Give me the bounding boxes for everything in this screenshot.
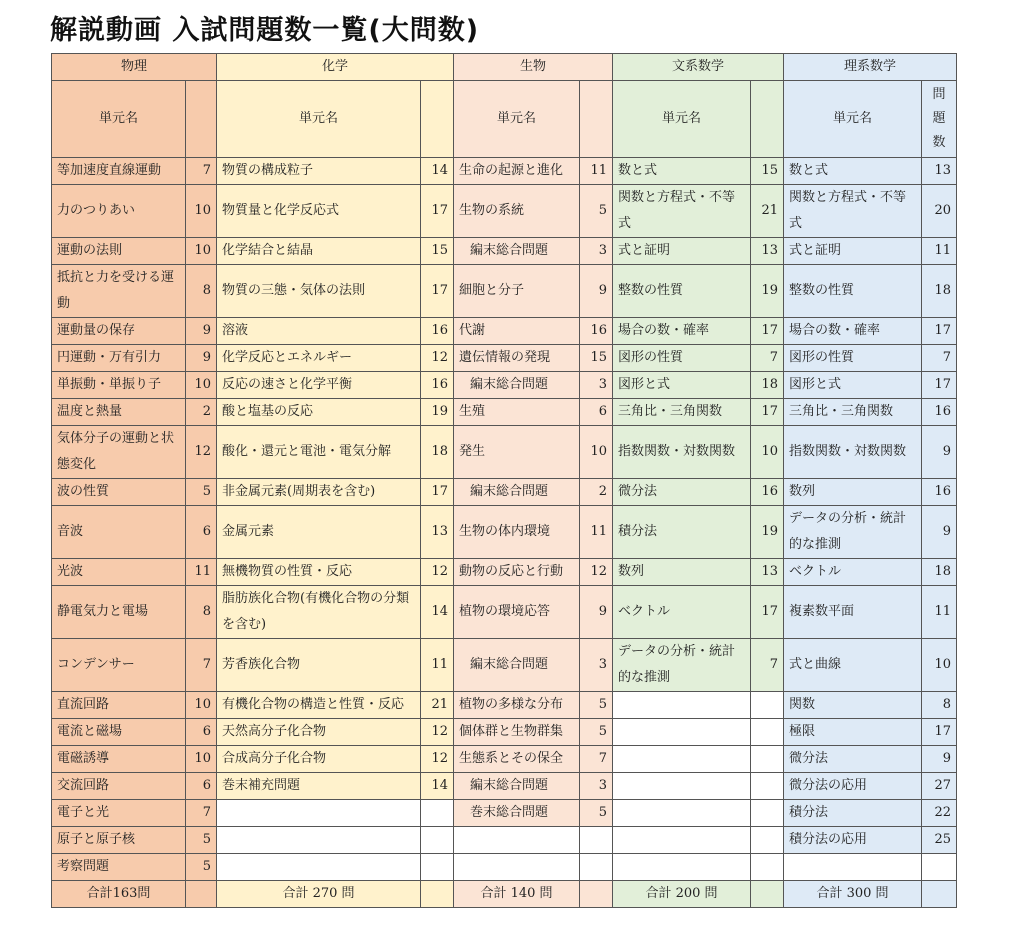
problem-count-cell: 17 <box>421 185 454 238</box>
problem-count-cell <box>751 692 784 719</box>
total-physics: 合計163問 <box>52 881 186 908</box>
problem-count-cell: 8 <box>186 265 217 318</box>
unit-name-cell: 温度と熱量 <box>52 399 186 426</box>
unit-name-cell: ベクトル <box>613 586 751 639</box>
table-row <box>52 773 957 800</box>
total-spacer <box>751 881 784 908</box>
problem-count-cell: 15 <box>421 238 454 265</box>
problem-count-cell: 15 <box>751 158 784 185</box>
table-row <box>52 238 957 265</box>
problem-count-cell: 9 <box>922 426 957 479</box>
problem-count-cell: 12 <box>421 719 454 746</box>
unit-name-cell: 編末総合問題 <box>454 773 580 800</box>
unit-name-cell: 巻末補充問題 <box>217 773 421 800</box>
table-row <box>52 827 957 854</box>
unit-name-cell: 金属元素 <box>217 506 421 559</box>
unit-name-cell <box>217 800 421 827</box>
problem-count-cell: 16 <box>922 479 957 506</box>
unit-name-cell: 交流回路 <box>52 773 186 800</box>
count-header: 問題数 <box>922 81 957 158</box>
problem-count-cell: 10 <box>186 746 217 773</box>
problem-count-cell: 13 <box>922 158 957 185</box>
unit-name-cell: 編末総合問題 <box>454 479 580 506</box>
problem-count-cell: 12 <box>421 746 454 773</box>
unit-name-cell: 化学結合と結晶 <box>217 238 421 265</box>
problem-count-cell: 12 <box>186 426 217 479</box>
unit-name-cell: 植物の環境応答 <box>454 586 580 639</box>
problem-count-cell: 19 <box>751 265 784 318</box>
unit-name-cell: 酸と塩基の反応 <box>217 399 421 426</box>
unit-name-cell: 運動の法則 <box>52 238 186 265</box>
problem-count-cell: 21 <box>421 692 454 719</box>
unit-name-cell <box>454 854 580 881</box>
problem-count-cell: 16 <box>922 399 957 426</box>
unit-name-cell: 生態系とその保全 <box>454 746 580 773</box>
problem-count-cell: 13 <box>421 506 454 559</box>
unit-name-cell <box>613 854 751 881</box>
table-row <box>52 719 957 746</box>
unit-name-cell: 式と曲線 <box>784 639 922 692</box>
unit-name-cell: 生物の系統 <box>454 185 580 238</box>
problem-count-table <box>51 53 957 908</box>
unit-name-cell: 指数関数・対数関数 <box>784 426 922 479</box>
problem-count-cell: 8 <box>186 586 217 639</box>
unit-name-cell: 微分法 <box>784 746 922 773</box>
problem-count-cell: 18 <box>922 559 957 586</box>
problem-count-cell: 7 <box>186 800 217 827</box>
table-row <box>52 185 957 238</box>
problem-count-cell: 18 <box>751 372 784 399</box>
problem-count-cell: 7 <box>580 746 613 773</box>
unit-name-cell: 波の性質 <box>52 479 186 506</box>
subject-header-biology: 生物 <box>454 54 613 81</box>
unit-name-cell: 図形の性質 <box>784 345 922 372</box>
problem-count-cell: 16 <box>751 479 784 506</box>
problem-count-cell: 12 <box>421 345 454 372</box>
problem-count-cell: 6 <box>186 773 217 800</box>
unit-name-cell: 物質の三態・気体の法則 <box>217 265 421 318</box>
unit-name-cell: 直流回路 <box>52 692 186 719</box>
problem-count-cell: 10 <box>580 426 613 479</box>
problem-count-cell: 15 <box>580 345 613 372</box>
table-row <box>52 399 957 426</box>
table-row <box>52 854 957 881</box>
problem-count-cell: 14 <box>421 158 454 185</box>
unit-name-cell: 光波 <box>52 559 186 586</box>
page-title: 解説動画 入試問題数一覧(大問数) <box>50 15 480 46</box>
column-header-row <box>52 81 957 158</box>
unit-name-cell: 等加速度直線運動 <box>52 158 186 185</box>
table-row <box>52 746 957 773</box>
problem-count-cell: 17 <box>421 265 454 318</box>
unit-name-cell: 指数関数・対数関数 <box>613 426 751 479</box>
problem-count-cell <box>751 773 784 800</box>
table-row <box>52 479 957 506</box>
problem-count-cell: 17 <box>751 586 784 639</box>
count-header <box>421 81 454 158</box>
problem-count-cell: 22 <box>922 800 957 827</box>
problem-count-cell: 11 <box>421 639 454 692</box>
unit-name-cell: 積分法 <box>784 800 922 827</box>
problem-count-cell: 17 <box>751 399 784 426</box>
unit-name-cell: 生物の体内環境 <box>454 506 580 559</box>
total-math-humanities: 合計 200 問 <box>613 881 751 908</box>
unit-name-cell: 関数と方程式・不等式 <box>613 185 751 238</box>
unit-name-cell: データの分析・統計的な推測 <box>784 506 922 559</box>
problem-count-cell: 9 <box>580 265 613 318</box>
unit-name-cell: 発生 <box>454 426 580 479</box>
unit-name-cell <box>613 692 751 719</box>
unit-name-cell: 力のつりあい <box>52 185 186 238</box>
problem-count-cell: 5 <box>580 800 613 827</box>
unit-name-cell <box>217 854 421 881</box>
count-header <box>751 81 784 158</box>
unit-name-header: 単元名 <box>454 81 580 158</box>
table-row <box>52 426 957 479</box>
problem-count-cell: 5 <box>186 827 217 854</box>
unit-name-cell <box>613 800 751 827</box>
subject-header-math-humanities: 文系数学 <box>613 54 784 81</box>
problem-count-cell: 9 <box>922 506 957 559</box>
total-spacer <box>922 881 957 908</box>
unit-name-header: 単元名 <box>613 81 751 158</box>
unit-name-cell: 整数の性質 <box>613 265 751 318</box>
unit-name-cell: 編末総合問題 <box>454 238 580 265</box>
problem-count-cell: 16 <box>580 318 613 345</box>
problem-count-cell: 11 <box>922 586 957 639</box>
unit-name-cell: 非金属元素(周期表を含む) <box>217 479 421 506</box>
unit-name-cell: 微分法 <box>613 479 751 506</box>
problem-count-cell: 16 <box>421 318 454 345</box>
unit-name-cell: 式と証明 <box>613 238 751 265</box>
problem-count-cell: 10 <box>186 238 217 265</box>
table-row <box>52 158 957 185</box>
totals-row <box>52 881 957 908</box>
problem-count-cell: 14 <box>421 586 454 639</box>
problem-count-cell: 14 <box>421 773 454 800</box>
unit-name-header: 単元名 <box>784 81 922 158</box>
problem-count-cell: 11 <box>580 506 613 559</box>
unit-name-cell <box>613 827 751 854</box>
problem-count-cell: 11 <box>186 559 217 586</box>
unit-name-cell: 電流と磁場 <box>52 719 186 746</box>
unit-name-cell: 音波 <box>52 506 186 559</box>
problem-count-cell: 13 <box>751 238 784 265</box>
problem-count-cell: 11 <box>580 158 613 185</box>
problem-count-cell: 6 <box>186 506 217 559</box>
problem-count-cell: 12 <box>421 559 454 586</box>
unit-name-cell: 代謝 <box>454 318 580 345</box>
problem-count-cell: 6 <box>186 719 217 746</box>
unit-name-cell: 場合の数・確率 <box>613 318 751 345</box>
problem-count-cell: 7 <box>922 345 957 372</box>
problem-count-cell <box>751 746 784 773</box>
unit-name-cell: 式と証明 <box>784 238 922 265</box>
unit-name-cell: 図形と式 <box>784 372 922 399</box>
problem-count-cell <box>751 719 784 746</box>
unit-name-cell: 数列 <box>613 559 751 586</box>
problem-count-cell <box>580 827 613 854</box>
unit-name-cell: 整数の性質 <box>784 265 922 318</box>
problem-count-cell: 25 <box>922 827 957 854</box>
problem-count-cell <box>421 800 454 827</box>
problem-count-cell <box>580 854 613 881</box>
count-header <box>580 81 613 158</box>
problem-count-cell: 17 <box>751 318 784 345</box>
problem-count-cell: 7 <box>186 639 217 692</box>
problem-count-cell: 3 <box>580 372 613 399</box>
problem-count-cell: 17 <box>922 372 957 399</box>
problem-count-cell: 18 <box>922 265 957 318</box>
problem-count-cell: 17 <box>421 479 454 506</box>
problem-count-cell: 13 <box>751 559 784 586</box>
unit-name-cell: 積分法 <box>613 506 751 559</box>
problem-count-cell: 16 <box>421 372 454 399</box>
problem-count-cell: 10 <box>922 639 957 692</box>
unit-name-cell: 円運動・万有引力 <box>52 345 186 372</box>
unit-name-cell: 関数 <box>784 692 922 719</box>
problem-count-cell: 7 <box>186 158 217 185</box>
unit-name-cell: 三角比・三角関数 <box>613 399 751 426</box>
unit-name-cell: 数列 <box>784 479 922 506</box>
problem-count-cell: 12 <box>580 559 613 586</box>
problem-count-cell: 8 <box>922 692 957 719</box>
problem-count-cell: 19 <box>421 399 454 426</box>
problem-count-cell <box>922 854 957 881</box>
unit-name-cell: データの分析・統計的な推測 <box>613 639 751 692</box>
table-row <box>52 318 957 345</box>
table-row <box>52 639 957 692</box>
subject-header-row <box>52 54 957 81</box>
unit-name-cell: 植物の多様な分布 <box>454 692 580 719</box>
unit-name-cell: 数と式 <box>784 158 922 185</box>
problem-count-cell: 10 <box>751 426 784 479</box>
unit-name-cell: 電磁誘導 <box>52 746 186 773</box>
table-row <box>52 265 957 318</box>
unit-name-cell: 動物の反応と行動 <box>454 559 580 586</box>
problem-count-cell: 5 <box>580 692 613 719</box>
unit-name-cell: 溶液 <box>217 318 421 345</box>
unit-name-cell: 運動量の保存 <box>52 318 186 345</box>
problem-count-cell: 3 <box>580 773 613 800</box>
unit-name-cell: 静電気力と電場 <box>52 586 186 639</box>
unit-name-cell: 生殖 <box>454 399 580 426</box>
unit-name-cell: 積分法の応用 <box>784 827 922 854</box>
unit-name-cell: 細胞と分子 <box>454 265 580 318</box>
table-row <box>52 506 957 559</box>
unit-name-header: 単元名 <box>217 81 421 158</box>
unit-name-cell: 脂肪族化合物(有機化合物の分類を含む) <box>217 586 421 639</box>
subject-header-math-science: 理系数学 <box>784 54 957 81</box>
problem-count-cell <box>751 827 784 854</box>
unit-name-cell: 個体群と生物群集 <box>454 719 580 746</box>
total-biology: 合計 140 問 <box>454 881 580 908</box>
table-row <box>52 372 957 399</box>
count-header <box>186 81 217 158</box>
unit-name-cell: 物質量と化学反応式 <box>217 185 421 238</box>
problem-count-cell: 3 <box>580 238 613 265</box>
unit-name-cell: 編末総合問題 <box>454 639 580 692</box>
unit-name-cell: 物質の構成粒子 <box>217 158 421 185</box>
unit-name-cell <box>613 746 751 773</box>
unit-name-cell: 関数と方程式・不等式 <box>784 185 922 238</box>
unit-name-cell: 原子と原子核 <box>52 827 186 854</box>
unit-name-cell: 編末総合問題 <box>454 372 580 399</box>
unit-name-cell: 合成高分子化合物 <box>217 746 421 773</box>
problem-count-cell: 7 <box>751 345 784 372</box>
problem-count-cell: 5 <box>580 719 613 746</box>
unit-name-header: 単元名 <box>52 81 186 158</box>
total-spacer <box>580 881 613 908</box>
problem-count-cell: 21 <box>751 185 784 238</box>
unit-name-cell <box>613 773 751 800</box>
problem-count-cell: 11 <box>922 238 957 265</box>
problem-count-cell: 5 <box>186 854 217 881</box>
unit-name-cell: 生命の起源と進化 <box>454 158 580 185</box>
unit-name-cell: コンデンサー <box>52 639 186 692</box>
unit-name-cell: 単振動・単振り子 <box>52 372 186 399</box>
problem-count-cell: 7 <box>751 639 784 692</box>
problem-count-cell: 2 <box>580 479 613 506</box>
problem-count-cell: 10 <box>186 372 217 399</box>
problem-count-cell: 9 <box>186 318 217 345</box>
unit-name-cell: 酸化・還元と電池・電気分解 <box>217 426 421 479</box>
unit-name-cell: 図形の性質 <box>613 345 751 372</box>
problem-count-cell: 10 <box>186 692 217 719</box>
unit-name-cell: 三角比・三角関数 <box>784 399 922 426</box>
total-spacer <box>421 881 454 908</box>
unit-name-cell: 場合の数・確率 <box>784 318 922 345</box>
total-spacer <box>186 881 217 908</box>
problem-count-cell <box>751 854 784 881</box>
unit-name-cell: 有機化合物の構造と性質・反応 <box>217 692 421 719</box>
problem-count-cell: 9 <box>580 586 613 639</box>
unit-name-cell: ベクトル <box>784 559 922 586</box>
unit-name-cell: 電子と光 <box>52 800 186 827</box>
unit-name-cell: 数と式 <box>613 158 751 185</box>
problem-count-cell: 6 <box>580 399 613 426</box>
problem-count-cell <box>421 854 454 881</box>
problem-count-cell: 17 <box>922 719 957 746</box>
table-row <box>52 800 957 827</box>
problem-count-cell: 27 <box>922 773 957 800</box>
unit-name-cell: 無機物質の性質・反応 <box>217 559 421 586</box>
problem-count-cell: 19 <box>751 506 784 559</box>
problem-count-cell: 20 <box>922 185 957 238</box>
unit-name-cell <box>217 827 421 854</box>
total-chemistry: 合計 270 問 <box>217 881 421 908</box>
unit-name-cell: 複素数平面 <box>784 586 922 639</box>
problem-count-cell: 3 <box>580 639 613 692</box>
unit-name-cell: 巻末総合問題 <box>454 800 580 827</box>
unit-name-cell: 微分法の応用 <box>784 773 922 800</box>
unit-name-cell <box>784 854 922 881</box>
subject-header-chemistry: 化学 <box>217 54 454 81</box>
unit-name-cell: 極限 <box>784 719 922 746</box>
unit-name-cell: 遺伝情報の発現 <box>454 345 580 372</box>
problem-count-cell: 5 <box>580 185 613 238</box>
total-math-science: 合計 300 問 <box>784 881 922 908</box>
problem-count-cell: 17 <box>922 318 957 345</box>
unit-name-cell: 抵抗と力を受ける運動 <box>52 265 186 318</box>
unit-name-cell: 図形と式 <box>613 372 751 399</box>
unit-name-cell: 芳香族化合物 <box>217 639 421 692</box>
problem-count-cell: 10 <box>186 185 217 238</box>
unit-name-cell: 天然高分子化合物 <box>217 719 421 746</box>
unit-name-cell: 考察問題 <box>52 854 186 881</box>
subject-header-physics: 物理 <box>52 54 217 81</box>
unit-name-cell: 反応の速さと化学平衡 <box>217 372 421 399</box>
problem-count-cell: 2 <box>186 399 217 426</box>
unit-name-cell: 化学反応とエネルギー <box>217 345 421 372</box>
table-row <box>52 345 957 372</box>
unit-name-cell <box>613 719 751 746</box>
unit-name-cell <box>454 827 580 854</box>
problem-count-cell: 18 <box>421 426 454 479</box>
problem-count-cell: 9 <box>186 345 217 372</box>
problem-count-cell <box>421 827 454 854</box>
problem-count-cell: 5 <box>186 479 217 506</box>
problem-count-cell <box>751 800 784 827</box>
table-row <box>52 692 957 719</box>
table-row <box>52 559 957 586</box>
problem-count-cell: 9 <box>922 746 957 773</box>
unit-name-cell: 気体分子の運動と状態変化 <box>52 426 186 479</box>
table-row <box>52 586 957 639</box>
